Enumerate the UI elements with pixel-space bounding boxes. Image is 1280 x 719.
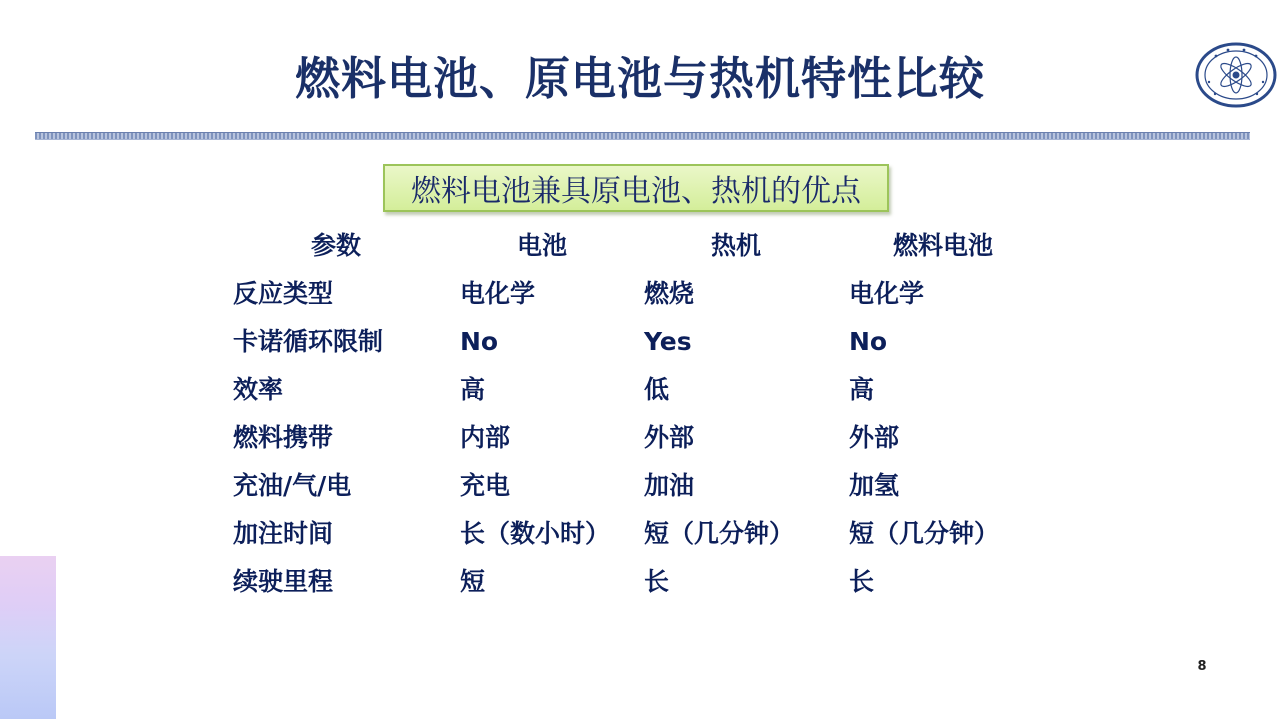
fuel-cell-value: 电化学: [849, 279, 925, 308]
heat-engine-value: 短（几分钟）: [644, 519, 795, 548]
row-label: 燃料携带: [233, 423, 334, 452]
heat-engine-value: 燃烧: [644, 279, 695, 308]
fuel-cell-value: No: [849, 327, 888, 356]
heat-engine-value: 加油: [644, 471, 695, 500]
title-divider: [35, 132, 1250, 140]
row-label: 效率: [233, 375, 284, 404]
institute-emblem-icon: [1195, 42, 1277, 108]
heat-engine-value: 低: [644, 375, 670, 404]
fuel-cell-value: 长: [849, 567, 875, 596]
row-label: 卡诺循环限制: [233, 327, 384, 356]
table-row: [0, 366, 1280, 414]
battery-value: 充电: [460, 471, 511, 500]
fuel-cell-value: 加氢: [849, 471, 900, 500]
row-label: 充油/气/电: [233, 471, 352, 500]
battery-value: 高: [460, 375, 486, 404]
row-label: 反应类型: [233, 279, 334, 308]
row-label: 续驶里程: [233, 567, 334, 596]
table-row: [0, 462, 1280, 510]
battery-value: 长（数小时）: [460, 519, 611, 548]
table-header-row: [0, 222, 1280, 270]
header-fuel-cell: 燃料电池: [892, 231, 993, 260]
fuel-cell-value: 高: [849, 375, 875, 404]
table-row: [0, 510, 1280, 558]
header-parameter: 参数: [310, 231, 361, 260]
heat-engine-value: Yes: [644, 327, 692, 356]
heat-engine-value: 外部: [644, 423, 695, 452]
page-number: 8: [1197, 659, 1207, 674]
fuel-cell-value: 短（几分钟）: [849, 519, 1000, 548]
battery-value: 短: [460, 567, 486, 596]
battery-value: 内部: [460, 423, 511, 452]
fuel-cell-value: 外部: [849, 423, 900, 452]
corner-decoration: [0, 556, 56, 719]
table-row: [0, 558, 1280, 606]
slide-title: 燃料电池、原电池与热机特性比较: [294, 52, 985, 105]
table-row: [0, 270, 1280, 318]
highlight-text: 燃料电池兼具原电池、热机的优点: [411, 174, 861, 209]
heat-engine-value: 长: [644, 567, 670, 596]
header-battery: 电池: [516, 231, 567, 260]
battery-value: 电化学: [460, 279, 536, 308]
header-heat-engine: 热机: [710, 231, 761, 260]
row-label: 加注时间: [233, 519, 334, 548]
highlight-box: [383, 164, 889, 212]
battery-value: No: [460, 327, 499, 356]
table-row: [0, 318, 1280, 366]
comparison-table: [0, 222, 1280, 606]
table-row: [0, 414, 1280, 462]
